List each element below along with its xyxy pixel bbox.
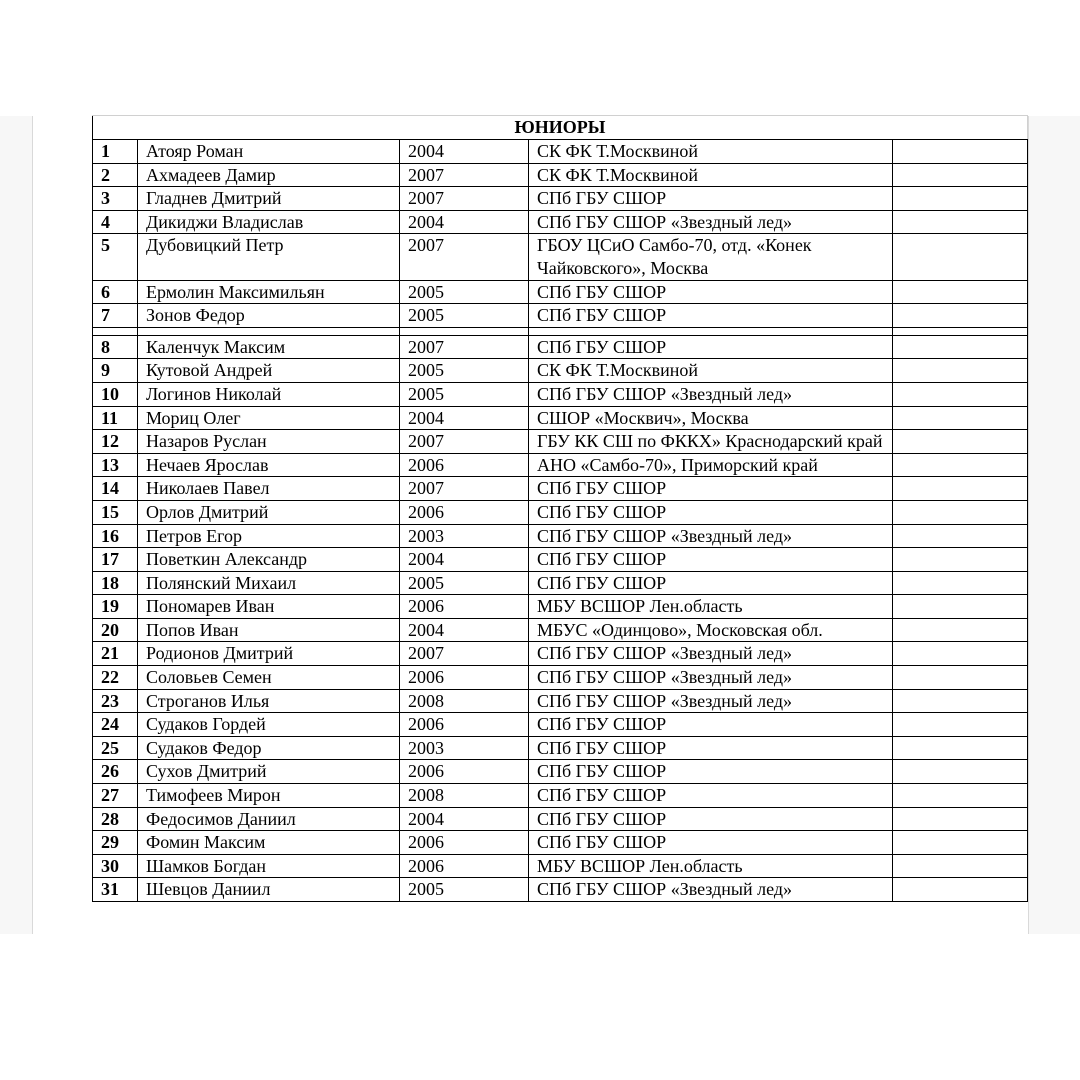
birth-year: 2004 — [400, 210, 529, 234]
table-row — [93, 736, 1028, 760]
birth-year: 2004 — [400, 548, 529, 572]
gap-cell — [893, 327, 1028, 335]
row-number: 10 — [93, 382, 138, 406]
empty-cell — [893, 854, 1028, 878]
row-number: 23 — [93, 689, 138, 713]
gap-cell — [138, 327, 400, 335]
club-name: СПб ГБУ СШОР — [529, 736, 893, 760]
club-name: МБУ ВСШОР Лен.область — [529, 854, 893, 878]
table-row — [93, 666, 1028, 690]
birth-year: 2006 — [400, 500, 529, 524]
birth-year: 2006 — [400, 760, 529, 784]
row-number: 11 — [93, 406, 138, 430]
empty-cell — [893, 187, 1028, 211]
row-number: 7 — [93, 304, 138, 328]
document-sheet — [92, 115, 1028, 902]
club-name: СПб ГБУ СШОР — [529, 713, 893, 737]
row-number: 31 — [93, 878, 138, 902]
birth-year: 2003 — [400, 524, 529, 548]
birth-year: 2007 — [400, 430, 529, 454]
empty-cell — [893, 500, 1028, 524]
row-number: 9 — [93, 359, 138, 383]
birth-year: 2008 — [400, 689, 529, 713]
row-number: 8 — [93, 335, 138, 359]
birth-year: 2005 — [400, 304, 529, 328]
empty-cell — [893, 453, 1028, 477]
birth-year: 2007 — [400, 187, 529, 211]
birth-year: 2006 — [400, 713, 529, 737]
table-row — [93, 280, 1028, 304]
empty-cell — [893, 713, 1028, 737]
row-number: 28 — [93, 807, 138, 831]
athlete-name: Шамков Богдан — [138, 854, 400, 878]
table-row — [93, 618, 1028, 642]
row-number: 22 — [93, 666, 138, 690]
table-row — [93, 689, 1028, 713]
title-row — [93, 116, 1028, 140]
row-number: 17 — [93, 548, 138, 572]
table-row — [93, 453, 1028, 477]
birth-year: 2006 — [400, 453, 529, 477]
athlete-name: Орлов Дмитрий — [138, 500, 400, 524]
table-row — [93, 878, 1028, 902]
empty-cell — [893, 548, 1028, 572]
athlete-name: Николаев Павел — [138, 477, 400, 501]
empty-cell — [893, 760, 1028, 784]
table-row — [93, 140, 1028, 164]
club-name: СК ФК Т.Москвиной — [529, 163, 893, 187]
table-row — [93, 642, 1028, 666]
empty-cell — [893, 571, 1028, 595]
table-row — [93, 382, 1028, 406]
empty-cell — [893, 878, 1028, 902]
birth-year: 2006 — [400, 831, 529, 855]
table-row — [93, 713, 1028, 737]
birth-year: 2007 — [400, 642, 529, 666]
birth-year: 2004 — [400, 618, 529, 642]
athlete-name: Дубовицкий Петр — [138, 234, 400, 280]
table-row — [93, 187, 1028, 211]
row-number: 6 — [93, 280, 138, 304]
empty-cell — [893, 784, 1028, 808]
table-row — [93, 784, 1028, 808]
athlete-name: Назаров Руслан — [138, 430, 400, 454]
athlete-name: Родионов Дмитрий — [138, 642, 400, 666]
page-margin-left — [0, 116, 33, 934]
table-row — [93, 335, 1028, 359]
club-name: СПб ГБУ СШОР — [529, 187, 893, 211]
table-row — [93, 524, 1028, 548]
empty-cell — [893, 280, 1028, 304]
empty-cell — [893, 140, 1028, 164]
table-row — [93, 359, 1028, 383]
empty-cell — [893, 163, 1028, 187]
table-row — [93, 430, 1028, 454]
club-name: СК ФК Т.Москвиной — [529, 140, 893, 164]
birth-year: 2007 — [400, 477, 529, 501]
row-number: 16 — [93, 524, 138, 548]
row-number: 18 — [93, 571, 138, 595]
empty-cell — [893, 304, 1028, 328]
birth-year: 2004 — [400, 406, 529, 430]
table-row — [93, 831, 1028, 855]
row-number: 5 — [93, 234, 138, 280]
row-number: 4 — [93, 210, 138, 234]
club-name: СПб ГБУ СШОР «Звездный лед» — [529, 689, 893, 713]
birth-year: 2007 — [400, 163, 529, 187]
club-name: СК ФК Т.Москвиной — [529, 359, 893, 383]
row-number: 20 — [93, 618, 138, 642]
gap-cell — [400, 327, 529, 335]
club-name: СПб ГБУ СШОР — [529, 304, 893, 328]
club-name: СПб ГБУ СШОР «Звездный лед» — [529, 642, 893, 666]
row-number: 24 — [93, 713, 138, 737]
empty-cell — [893, 618, 1028, 642]
table-row — [93, 234, 1028, 280]
table-row — [93, 595, 1028, 619]
empty-cell — [893, 210, 1028, 234]
table-row — [93, 163, 1028, 187]
participants-table-body — [93, 116, 1028, 902]
birth-year: 2005 — [400, 359, 529, 383]
club-name: СПб ГБУ СШОР — [529, 831, 893, 855]
club-name: СПб ГБУ СШОР — [529, 500, 893, 524]
club-name: СПб ГБУ СШОР «Звездный лед» — [529, 524, 893, 548]
table-row — [93, 304, 1028, 328]
row-number: 13 — [93, 453, 138, 477]
empty-cell — [893, 807, 1028, 831]
empty-cell — [893, 642, 1028, 666]
club-name: МБУ ВСШОР Лен.область — [529, 595, 893, 619]
row-number: 25 — [93, 736, 138, 760]
club-name: СПб ГБУ СШОР «Звездный лед» — [529, 382, 893, 406]
row-number: 19 — [93, 595, 138, 619]
club-name: СПб ГБУ СШОР — [529, 571, 893, 595]
athlete-name: Судаков Гордей — [138, 713, 400, 737]
athlete-name: Гладнев Дмитрий — [138, 187, 400, 211]
row-number: 12 — [93, 430, 138, 454]
participants-table — [92, 115, 1028, 902]
birth-year: 2005 — [400, 878, 529, 902]
club-name: АНО «Самбо-70», Приморский край — [529, 453, 893, 477]
athlete-name: Каленчук Максим — [138, 335, 400, 359]
empty-cell — [893, 736, 1028, 760]
row-number: 2 — [93, 163, 138, 187]
athlete-name: Соловьев Семен — [138, 666, 400, 690]
birth-year: 2006 — [400, 666, 529, 690]
club-name: СПб ГБУ СШОР — [529, 807, 893, 831]
club-name: СПб ГБУ СШОР — [529, 760, 893, 784]
athlete-name: Сухов Дмитрий — [138, 760, 400, 784]
birth-year: 2006 — [400, 854, 529, 878]
athlete-name: Нечаев Ярослав — [138, 453, 400, 477]
page-margin-right — [1028, 116, 1080, 934]
row-number: 15 — [93, 500, 138, 524]
athlete-name: Пономарев Иван — [138, 595, 400, 619]
table-row — [93, 500, 1028, 524]
athlete-name: Кутовой Андрей — [138, 359, 400, 383]
athlete-name: Ахмадеев Дамир — [138, 163, 400, 187]
birth-year: 2005 — [400, 382, 529, 406]
club-name: СПб ГБУ СШОР — [529, 548, 893, 572]
empty-cell — [893, 359, 1028, 383]
empty-cell — [893, 831, 1028, 855]
athlete-name: Строганов Илья — [138, 689, 400, 713]
empty-cell — [893, 595, 1028, 619]
row-number: 29 — [93, 831, 138, 855]
birth-year: 2007 — [400, 234, 529, 280]
athlete-name: Судаков Федор — [138, 736, 400, 760]
gap-cell — [529, 327, 893, 335]
empty-cell — [893, 689, 1028, 713]
row-number: 27 — [93, 784, 138, 808]
table-gap-row — [93, 327, 1028, 335]
birth-year: 2005 — [400, 571, 529, 595]
athlete-name: Фомин Максим — [138, 831, 400, 855]
club-name: СПб ГБУ СШОР «Звездный лед» — [529, 210, 893, 234]
athlete-name: Атояр Роман — [138, 140, 400, 164]
athlete-name: Шевцов Даниил — [138, 878, 400, 902]
table-title: ЮНИОРЫ — [93, 116, 1028, 140]
empty-cell — [893, 382, 1028, 406]
club-name: МБУС «Одинцово», Московская обл. — [529, 618, 893, 642]
table-row — [93, 760, 1028, 784]
empty-cell — [893, 234, 1028, 280]
athlete-name: Логинов Николай — [138, 382, 400, 406]
athlete-name: Ермолин Максимильян — [138, 280, 400, 304]
empty-cell — [893, 666, 1028, 690]
athlete-name: Федосимов Даниил — [138, 807, 400, 831]
row-number: 30 — [93, 854, 138, 878]
athlete-name: Тимофеев Мирон — [138, 784, 400, 808]
table-row — [93, 477, 1028, 501]
empty-cell — [893, 524, 1028, 548]
birth-year: 2008 — [400, 784, 529, 808]
club-name: СПб ГБУ СШОР — [529, 784, 893, 808]
empty-cell — [893, 335, 1028, 359]
club-name: СПб ГБУ СШОР — [529, 335, 893, 359]
athlete-name: Зонов Федор — [138, 304, 400, 328]
row-number: 3 — [93, 187, 138, 211]
club-name: ГБУ КК СШ по ФККХ» Краснодарский край — [529, 430, 893, 454]
row-number: 21 — [93, 642, 138, 666]
row-number: 1 — [93, 140, 138, 164]
birth-year: 2004 — [400, 807, 529, 831]
birth-year: 2006 — [400, 595, 529, 619]
table-row — [93, 854, 1028, 878]
row-number: 14 — [93, 477, 138, 501]
empty-cell — [893, 477, 1028, 501]
athlete-name: Попов Иван — [138, 618, 400, 642]
gap-cell — [93, 327, 138, 335]
club-name: ГБОУ ЦСиО Самбо-70, отд. «Конек Чайковского», Москва — [529, 234, 893, 280]
athlete-name: Петров Егор — [138, 524, 400, 548]
club-name: СПб ГБУ СШОР — [529, 280, 893, 304]
birth-year: 2005 — [400, 280, 529, 304]
table-row — [93, 406, 1028, 430]
club-name: СПб ГБУ СШОР «Звездный лед» — [529, 878, 893, 902]
club-name: СПб ГБУ СШОР — [529, 477, 893, 501]
club-name: СШОР «Москвич», Москва — [529, 406, 893, 430]
athlete-name: Дикиджи Владислав — [138, 210, 400, 234]
athlete-name: Поветкин Александр — [138, 548, 400, 572]
empty-cell — [893, 430, 1028, 454]
athlete-name: Полянский Михаил — [138, 571, 400, 595]
table-row — [93, 210, 1028, 234]
row-number: 26 — [93, 760, 138, 784]
table-row — [93, 571, 1028, 595]
athlete-name: Мориц Олег — [138, 406, 400, 430]
birth-year: 2007 — [400, 335, 529, 359]
empty-cell — [893, 406, 1028, 430]
table-row — [93, 807, 1028, 831]
birth-year: 2004 — [400, 140, 529, 164]
birth-year: 2003 — [400, 736, 529, 760]
table-row — [93, 548, 1028, 572]
club-name: СПб ГБУ СШОР «Звездный лед» — [529, 666, 893, 690]
